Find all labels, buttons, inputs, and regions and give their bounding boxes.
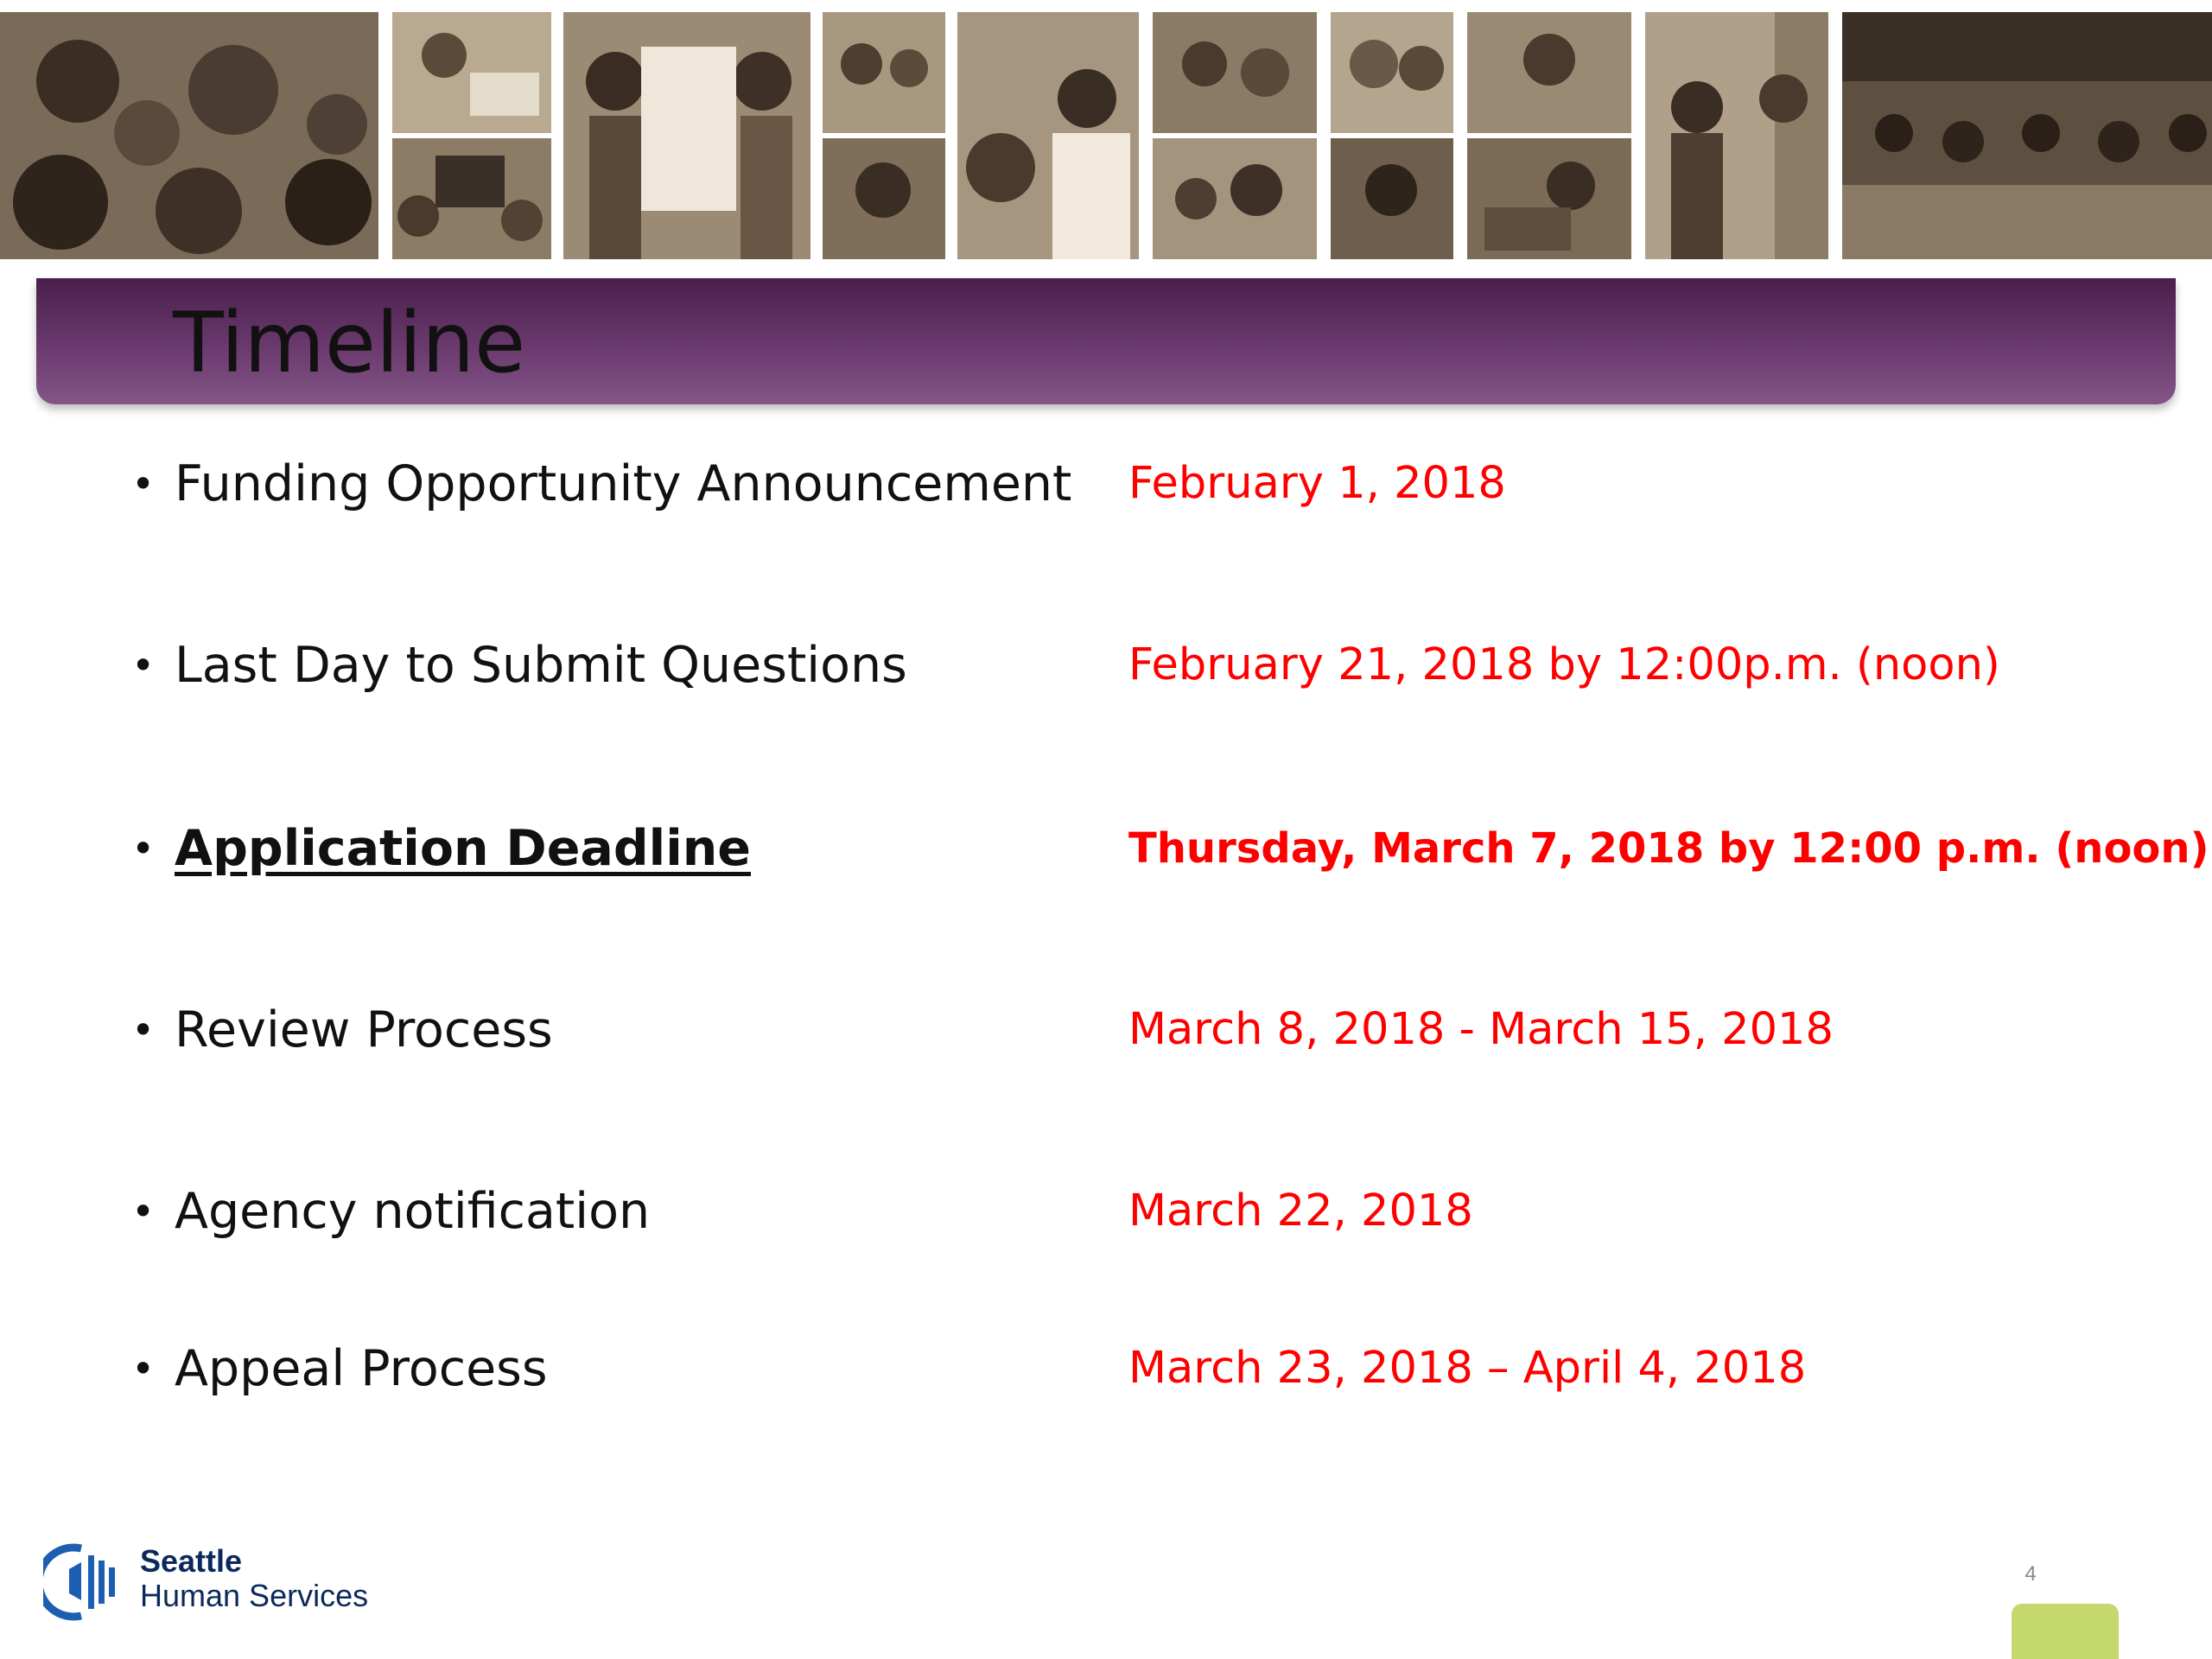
photo-children-b xyxy=(823,138,945,259)
event-date: Thursday, March 7, 2018 by 12:00 p.m. (noon) xyxy=(1128,824,2209,873)
event-date: March 8, 2018 - March 15, 2018 xyxy=(1128,1004,1834,1055)
photo-food-bank xyxy=(1645,12,1828,259)
event-date: February 21, 2018 by 12:00p.m. (noon) xyxy=(1128,639,2000,690)
event-date: March 23, 2018 – April 4, 2018 xyxy=(1128,1343,1807,1394)
photo-worker-a xyxy=(1467,12,1631,133)
photo-kids-computer xyxy=(392,138,551,259)
event-date: March 22, 2018 xyxy=(1128,1185,1473,1236)
timeline-item-appeal xyxy=(0,1325,2212,1412)
bullet: • xyxy=(131,461,156,507)
page-tab-decoration xyxy=(2012,1604,2119,1659)
photo-worker-b xyxy=(1467,138,1631,259)
seattle-seal-icon xyxy=(43,1543,126,1621)
photo-seniors-b xyxy=(1153,138,1317,259)
bullet: • xyxy=(131,1345,156,1392)
photo-elders-a xyxy=(1331,12,1453,133)
timeline-item-questions xyxy=(0,622,2212,709)
timeline-item-notification xyxy=(0,1168,2212,1255)
page-number: 4 xyxy=(2024,1562,2037,1586)
bullet: • xyxy=(131,642,156,689)
seattle-human-services-logo xyxy=(43,1538,406,1624)
photo-elders-b xyxy=(1331,138,1453,259)
photo-child-drawing xyxy=(392,12,551,133)
photo-poster-women xyxy=(563,12,810,259)
slide-title: Timeline xyxy=(173,295,526,391)
event-label: Last Day to Submit Questions xyxy=(175,637,907,694)
photo-classroom xyxy=(957,12,1139,259)
title-bar xyxy=(36,278,2176,404)
bullet: • xyxy=(131,825,156,872)
event-label: Application Deadline xyxy=(175,820,751,877)
timeline-item-deadline xyxy=(0,805,2212,892)
event-date: February 1, 2018 xyxy=(1128,458,1506,509)
photo-children-a xyxy=(823,12,945,133)
event-label: Appeal Process xyxy=(175,1340,548,1397)
bullet: • xyxy=(131,1007,156,1053)
photo-crowd xyxy=(1842,12,2212,259)
timeline-item-announcement xyxy=(0,441,2212,527)
logo-text-seattle: Seattle xyxy=(140,1543,243,1579)
logo-text-human-services: Human Services xyxy=(140,1578,369,1613)
timeline-item-review xyxy=(0,987,2212,1073)
bullet: • xyxy=(131,1188,156,1235)
photo-family xyxy=(0,12,378,259)
photo-seniors-a xyxy=(1153,12,1317,133)
event-label: Review Process xyxy=(175,1001,553,1058)
photo-collage-banner xyxy=(0,12,2212,259)
event-label: Agency notification xyxy=(175,1183,651,1240)
event-label: Funding Opportunity Announcement xyxy=(175,455,1072,512)
